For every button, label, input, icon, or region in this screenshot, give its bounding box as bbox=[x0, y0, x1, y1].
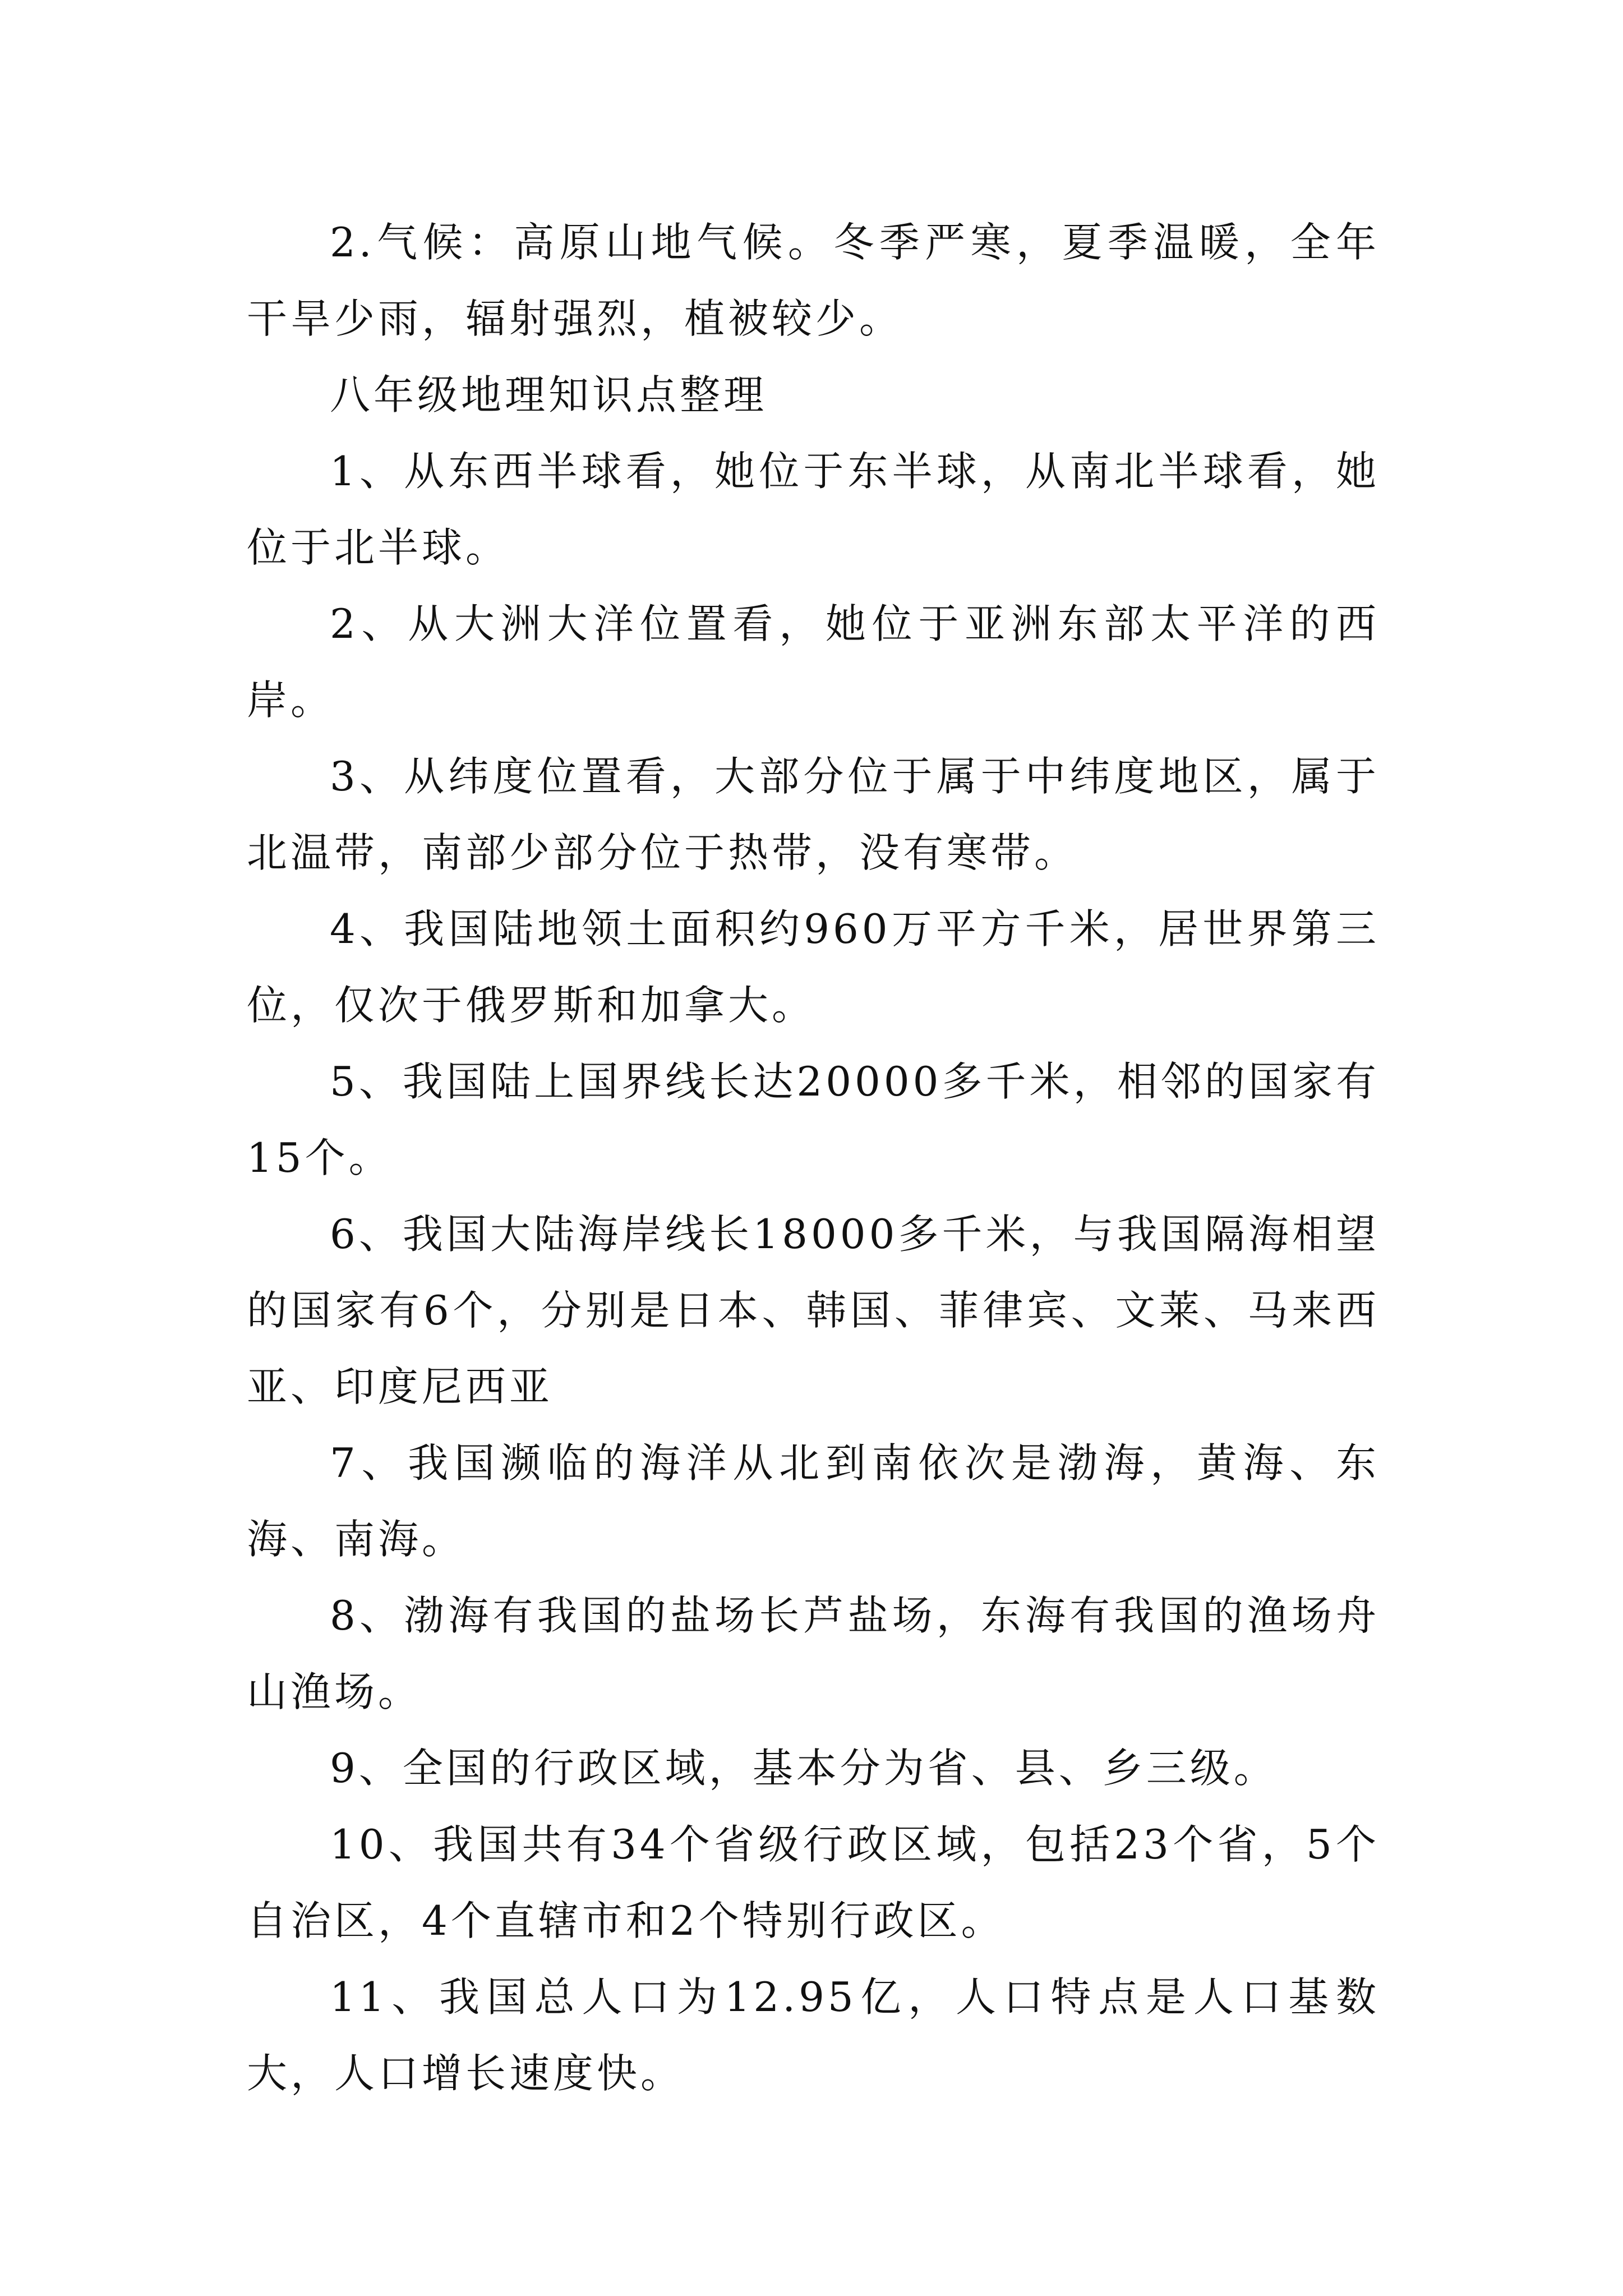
paragraph-item-4: 4、我国陆地领土面积约960万平方千米，居世界第三位，仅次于俄罗斯和加拿大。 bbox=[247, 905, 1380, 1029]
paragraph-item-3: 3、从纬度位置看，大部分位于属于中纬度地区，属于北温带，南部少部分位于热带，没有寒带。 bbox=[247, 753, 1380, 876]
paragraph-item-2: 2、从大洲大洋位置看，她位于亚洲东部太平洋的西岸。 bbox=[247, 600, 1380, 724]
section-heading: 八年级地理知识点整理 bbox=[330, 371, 768, 418]
paragraph-item-11: 11、我国总人口为12.95亿，人口特点是人口基数大，人口增长速度快。 bbox=[247, 1973, 1380, 2097]
paragraph-item-5: 5、我国陆上国界线长达20000多千米，相邻的国家有15个。 bbox=[247, 1058, 1380, 1181]
paragraph-item-10: 10、我国共有34个省级行政区域，包括23个省，5个自治区，4个直辖市和2个特别行政区。 bbox=[247, 1821, 1380, 1944]
paragraph-item-7: 7、我国濒临的海洋从北到南依次是渤海，黄海、东海、南海。 bbox=[247, 1439, 1380, 1563]
paragraph-item-1: 1、从东西半球看，她位于东半球，从南北半球看，她位于北半球。 bbox=[247, 448, 1380, 571]
document-body bbox=[247, 204, 1380, 2111]
paragraph-climate: 2.气候：高原山地气候。冬季严寒，夏季温暖，全年干旱少雨，辐射强烈，植被较少。 bbox=[247, 219, 1380, 342]
paragraph-item-6: 6、我国大陆海岸线长18000多千米，与我国隔海相望的国家有6个，分别是日本、韩国、菲律宾、文莱、马来西亚、印度尼西亚 bbox=[247, 1211, 1380, 1410]
paragraph-item-8: 8、渤海有我国的盐场长芦盐场，东海有我国的渔场舟山渔场。 bbox=[247, 1592, 1380, 1715]
paragraph-item-9: 9、全国的行政区域，基本分为省、县、乡三级。 bbox=[330, 1745, 1278, 1792]
